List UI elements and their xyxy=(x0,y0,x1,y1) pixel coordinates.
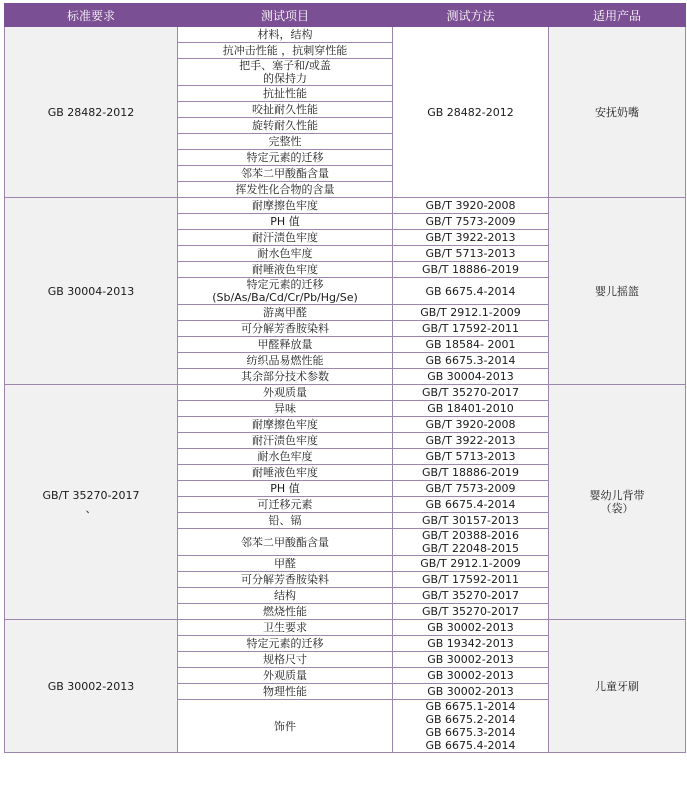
product-cell: 婴幼儿背带 （袋） xyxy=(549,385,686,620)
test-item-cell: 挥发性化合物的含量 xyxy=(178,182,393,198)
header-row xyxy=(5,4,686,27)
test-item-cell: 可分解芳香胺染料 xyxy=(178,321,393,337)
test-item-cell: 咬扯耐久性能 xyxy=(178,102,393,118)
product-cell: 儿童牙刷 xyxy=(549,620,686,753)
test-item-cell: 特定元素的迁移 (Sb/As/Ba/Cd/Cr/Pb/Hg/Se) xyxy=(178,278,393,305)
test-item-cell: 卫生要求 xyxy=(178,620,393,636)
test-method-cell: GB/T 3920-2008 xyxy=(393,198,549,214)
test-method-cell: GB 6675.4-2014 xyxy=(393,497,549,513)
table-row xyxy=(5,27,686,43)
test-item-cell: 特定元素的迁移 xyxy=(178,150,393,166)
standard-cell: GB 30002-2013 xyxy=(5,620,178,753)
test-item-cell: 旋转耐久性能 xyxy=(178,118,393,134)
test-method-cell: GB/T 18886-2019 xyxy=(393,262,549,278)
test-item-cell: 可迁移元素 xyxy=(178,497,393,513)
test-item-cell: 把手、塞子和/或盖 的保持力 xyxy=(178,59,393,86)
test-method-cell: GB 30002-2013 xyxy=(393,620,549,636)
test-method-cell: GB 30002-2013 xyxy=(393,652,549,668)
standard-cell: GB 28482-2012 xyxy=(5,27,178,198)
header-standard: 标准要求 xyxy=(5,4,178,27)
test-method-cell: GB/T 35270-2017 xyxy=(393,385,549,401)
test-method-cell: GB/T 5713-2013 xyxy=(393,449,549,465)
test-method-cell: GB 30002-2013 xyxy=(393,668,549,684)
test-method-cell: GB 30002-2013 xyxy=(393,684,549,700)
test-item-cell: 甲醛 xyxy=(178,556,393,572)
test-item-cell: 耐唾液色牢度 xyxy=(178,465,393,481)
test-item-cell: 邻苯二甲酸酯含量 xyxy=(178,166,393,182)
test-item-cell: 饰件 xyxy=(178,700,393,753)
test-item-cell: 物理性能 xyxy=(178,684,393,700)
test-method-cell: GB/T 20388-2016 GB/T 22048-2015 xyxy=(393,529,549,556)
test-item-cell: PH 值 xyxy=(178,481,393,497)
test-method-cell: GB/T 7573-2009 xyxy=(393,481,549,497)
test-item-cell: 耐汗渍色牢度 xyxy=(178,433,393,449)
test-item-cell: 耐汗渍色牢度 xyxy=(178,230,393,246)
test-item-cell: 结构 xyxy=(178,588,393,604)
test-method-cell: GB 6675.4-2014 xyxy=(393,278,549,305)
table-row xyxy=(5,620,686,636)
test-item-cell: 耐摩擦色牢度 xyxy=(178,198,393,214)
test-method-cell: GB 18401-2010 xyxy=(393,401,549,417)
product-cell: 安抚奶嘴 xyxy=(549,27,686,198)
test-item-cell: 可分解芳香胺染料 xyxy=(178,572,393,588)
test-method-cell: GB/T 35270-2017 xyxy=(393,604,549,620)
test-method-cell: GB/T 5713-2013 xyxy=(393,246,549,262)
test-item-cell: 邻苯二甲酸酯含量 xyxy=(178,529,393,556)
test-item-cell: 耐水色牢度 xyxy=(178,449,393,465)
test-method-cell: GB 19342-2013 xyxy=(393,636,549,652)
test-method-cell: GB 30004-2013 xyxy=(393,369,549,385)
test-item-cell: 外观质量 xyxy=(178,385,393,401)
test-method-cell: GB/T 3922-2013 xyxy=(393,433,549,449)
test-method-cell: GB/T 3920-2008 xyxy=(393,417,549,433)
test-method-cell: GB/T 18886-2019 xyxy=(393,465,549,481)
test-method-cell: GB 6675.3-2014 xyxy=(393,353,549,369)
test-method-cell: GB 28482-2012 xyxy=(393,27,549,198)
test-method-cell: GB/T 3922-2013 xyxy=(393,230,549,246)
test-item-cell: 耐唾液色牢度 xyxy=(178,262,393,278)
standard-cell: GB 30004-2013 xyxy=(5,198,178,385)
test-method-cell: GB/T 30157-2013 xyxy=(393,513,549,529)
test-item-cell: 特定元素的迁移 xyxy=(178,636,393,652)
test-item-cell: 燃烧性能 xyxy=(178,604,393,620)
test-item-cell: 规格尺寸 xyxy=(178,652,393,668)
header-test-method: 测试方法 xyxy=(393,4,549,27)
table-row xyxy=(5,385,686,401)
header-test-item: 测试项目 xyxy=(178,4,393,27)
test-item-cell: 铅、镉 xyxy=(178,513,393,529)
product-cell: 婴儿摇篮 xyxy=(549,198,686,385)
test-item-cell: 耐水色牢度 xyxy=(178,246,393,262)
test-item-cell: 甲醛释放量 xyxy=(178,337,393,353)
test-method-cell: GB/T 2912.1-2009 xyxy=(393,556,549,572)
standards-table xyxy=(4,3,686,753)
test-item-cell: 游离甲醛 xyxy=(178,305,393,321)
test-method-cell: GB/T 2912.1-2009 xyxy=(393,305,549,321)
test-item-cell: 纺织品易燃性能 xyxy=(178,353,393,369)
test-method-cell: GB/T 7573-2009 xyxy=(393,214,549,230)
test-item-cell: 抗冲击性能 ，抗刺穿性能 xyxy=(178,43,393,59)
test-item-cell: PH 值 xyxy=(178,214,393,230)
test-item-cell: 耐摩擦色牢度 xyxy=(178,417,393,433)
test-method-cell: GB/T 35270-2017 xyxy=(393,588,549,604)
standard-cell: GB/T 35270-2017 、 xyxy=(5,385,178,620)
test-item-cell: 抗扯性能 xyxy=(178,86,393,102)
test-item-cell: 外观质量 xyxy=(178,668,393,684)
test-item-cell: 异味 xyxy=(178,401,393,417)
test-method-cell: GB/T 17592-2011 xyxy=(393,572,549,588)
test-method-cell: GB/T 17592-2011 xyxy=(393,321,549,337)
test-item-cell: 完整性 xyxy=(178,134,393,150)
test-item-cell: 材料，结构 xyxy=(178,27,393,43)
header-product: 适用产品 xyxy=(549,4,686,27)
table-row xyxy=(5,198,686,214)
test-item-cell: 其余部分技术参数 xyxy=(178,369,393,385)
test-method-cell: GB 6675.1-2014 GB 6675.2-2014 GB 6675.3-2014 GB 6675.4-2014 xyxy=(393,700,549,753)
test-method-cell: GB 18584- 2001 xyxy=(393,337,549,353)
